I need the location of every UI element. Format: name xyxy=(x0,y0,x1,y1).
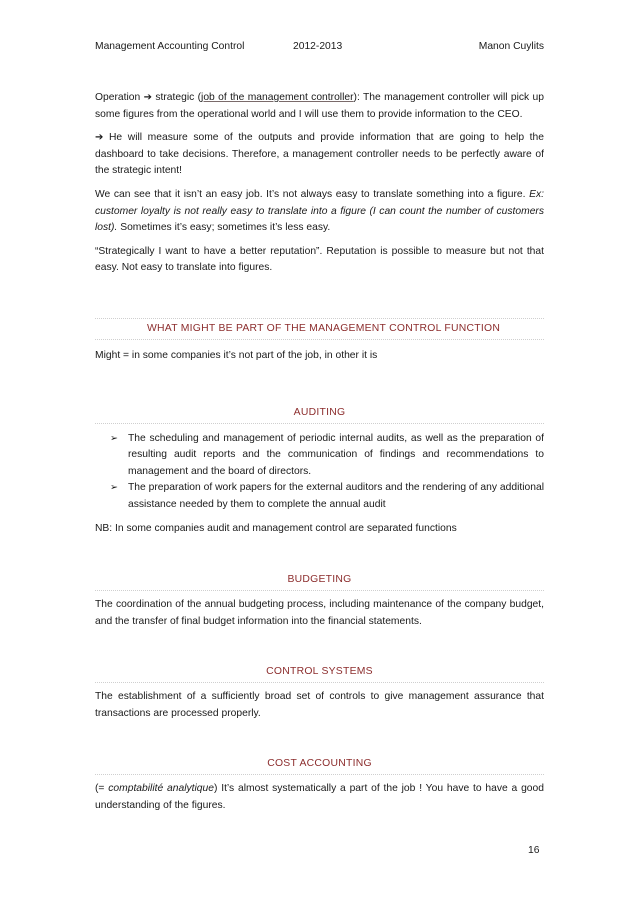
section-heading-auditing: AUDITING xyxy=(95,403,544,424)
page-header xyxy=(95,40,544,54)
arrowhead-bullet-icon: ➢ xyxy=(110,482,118,494)
cost-french-term: comptabilité analytique xyxy=(108,783,214,795)
intro-paragraph-1 xyxy=(95,90,544,123)
section-main-text: Might = in some companies it’s not part of the job, in other it is xyxy=(95,349,378,361)
cost-open: (= xyxy=(95,783,105,795)
intro-p2-text: He will measure some of the outputs and provide information that are going to help the dashboard to take decisions. Therefore, a management controller needs to be perfectly aware of the strategic intent! xyxy=(95,132,544,177)
intro-paragraph-2 xyxy=(95,130,544,180)
list-item xyxy=(110,480,544,513)
auditing-list xyxy=(95,431,544,514)
auditing-note: NB: In some companies audit and management control are separated functions xyxy=(95,522,457,534)
header-year: 2012-2013 xyxy=(293,41,343,52)
intro-p3-end: Sometimes it’s easy; sometimes it’s less easy. xyxy=(120,222,331,234)
header-author: Manon Cuylits xyxy=(478,41,544,52)
underlined-phrase: job of the management controller xyxy=(201,92,354,103)
intro-paragraph-3 xyxy=(95,187,544,237)
intro-p3-example: Ex: customer loyalty is not really easy to translate into a figure (I can count the number of customers lost). xyxy=(95,188,544,234)
cost-accounting-text xyxy=(95,781,544,814)
list-item-text: The preparation of work papers for the external auditors and the rendering of any additional assistance needed by them to complete the annual audit xyxy=(128,482,544,510)
list-item-text: The scheduling and management of periodic internal audits, as well as the preparation of resulting audit reports and the communication of findings and recommendations to management and the board of directors. xyxy=(128,432,544,477)
right-arrow-icon: ➔ xyxy=(143,92,152,103)
list-item xyxy=(110,431,544,481)
page-number: 16 xyxy=(528,845,540,856)
intro-operation-word: Operation xyxy=(95,92,141,103)
section-heading-cost-accounting: COST ACCOUNTING xyxy=(95,754,544,775)
page-content xyxy=(95,90,544,822)
section-heading-control-systems: CONTROL SYSTEMS xyxy=(95,662,544,683)
arrowhead-bullet-icon: ➢ xyxy=(110,432,118,444)
budgeting-text: The coordination of the annual budgeting process, including maintenance of the company budget, and the transfer of final budget information into the financial statements. xyxy=(95,599,544,627)
control-systems-text: The establishment of a sufficiently broad set of controls to give management assurance that transactions are processed properly. xyxy=(95,691,544,719)
section-heading-budgeting: BUDGETING xyxy=(95,570,544,591)
header-course-title: Management Accounting Control xyxy=(95,41,245,52)
intro-strategic-word: strategic ( xyxy=(155,92,202,103)
intro-p3-start: We can see that it isn’t an easy job. It’s not always easy to translate something into a figure. xyxy=(95,188,526,200)
right-arrow-icon: ➔ xyxy=(95,132,104,144)
intro-p1-end: ): The management controller will pick up some figures from the operational world and I will use them to provide information to the CEO. xyxy=(95,92,544,120)
cost-text-end: ) It’s almost systematically a part of the job ! You have to have a good understanding of the figures. xyxy=(95,783,544,812)
intro-paragraph-4: “Strategically I want to have a better reputation”. Reputation is possible to measure but not that easy. Not easy to translate into figures. xyxy=(95,245,544,274)
section-heading-main: WHAT MIGHT BE PART OF THE MANAGEMENT CONTROL FUNCTION xyxy=(95,318,544,340)
